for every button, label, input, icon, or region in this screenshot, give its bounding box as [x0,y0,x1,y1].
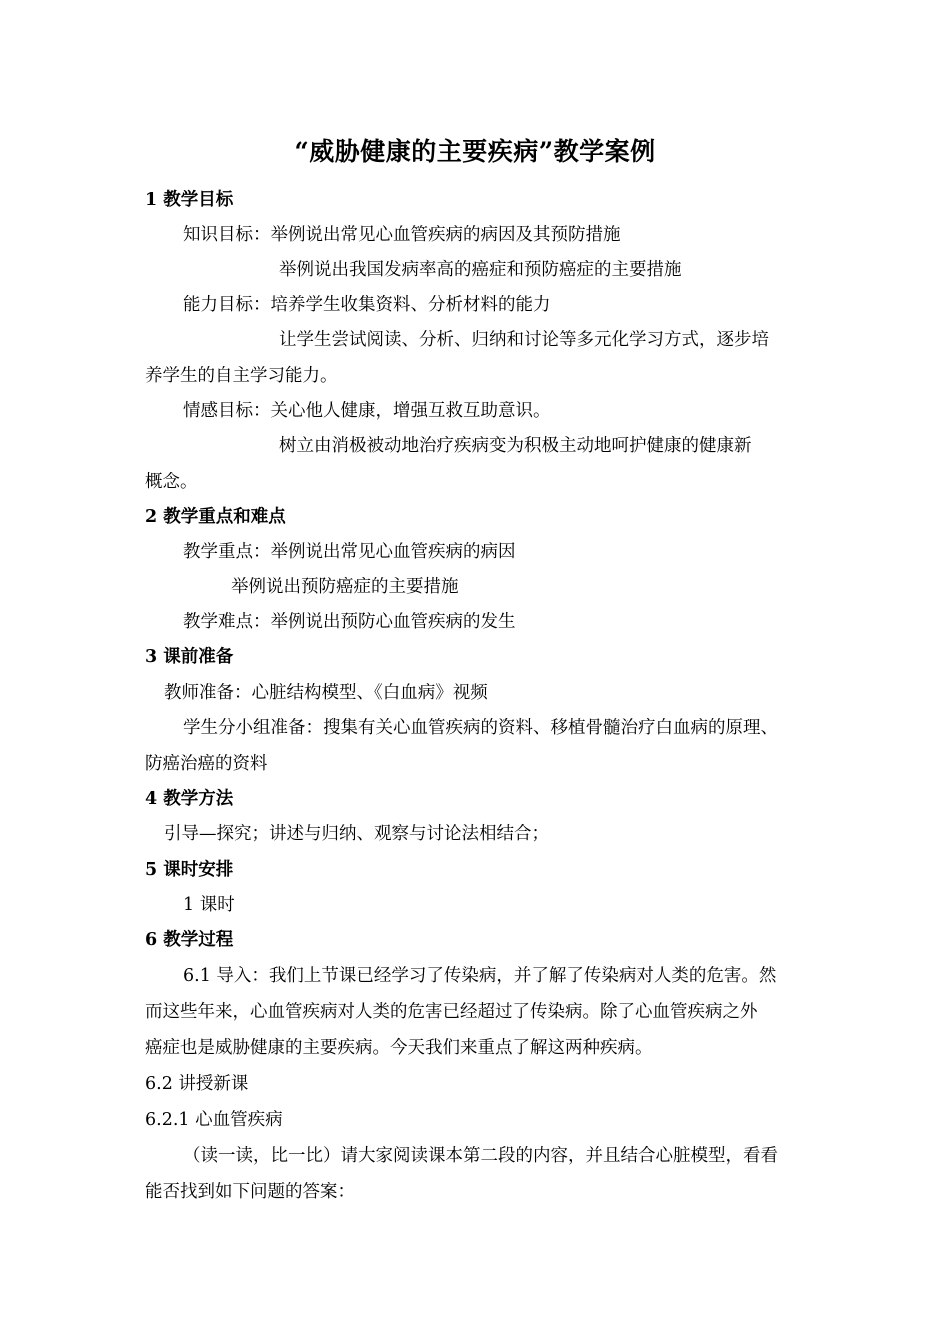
emotion-goal-2b: 概念。 [145,472,198,492]
section-heading-key-points: 2 教学重点和难点 [145,507,286,527]
document-title: “威胁健康的主要疾病”教学案例 [294,137,656,166]
ability-goal-1: 能力目标：培养学生收集资料、分析材料的能力 [183,295,551,315]
ability-goal-2a: 让学生尝试阅读、分析、归纳和讨论等多元化学习方式，逐步培 [279,330,769,350]
section-heading-objectives: 1 教学目标 [145,190,234,210]
section-heading-method: 4 教学方法 [145,789,234,809]
ability-goal-2b: 养学生的自主学习能力。 [145,366,338,386]
reading-task-b: 能否找到如下问题的答案： [145,1182,355,1202]
teacher-preparation: 教师准备：心脏结构模型、《白血病》视频 [164,683,488,703]
intro-a: 6.1 导入：我们上节课已经学习了传染病，并了解了传染病对人类的危害。然 [183,966,777,986]
teaching-method: 引导—探究；讲述与归纳、观察与讨论法相结合； [164,824,549,844]
difficulty-point: 教学难点：举例说出预防心血管疾病的发生 [183,612,516,632]
new-lesson-heading: 6.2 讲授新课 [145,1074,249,1094]
knowledge-goal-2: 举例说出我国发病率高的癌症和预防癌症的主要措施 [279,260,682,280]
section-heading-preparation: 3 课前准备 [145,647,234,667]
knowledge-goal-1: 知识目标：举例说出常见心血管疾病的病因及其预防措施 [183,225,621,245]
section-heading-process: 6 教学过程 [145,930,234,950]
key-point-2: 举例说出预防癌症的主要措施 [231,577,459,597]
emotion-goal-1: 情感目标：关心他人健康，增强互救互助意识。 [183,401,551,421]
key-point-1: 教学重点：举例说出常见心血管疾病的病因 [183,542,516,562]
intro-c: 癌症也是威胁健康的主要疾病。今天我们来重点了解这两种疾病。 [145,1038,653,1058]
emotion-goal-2a: 树立由消极被动地治疗疾病变为积极主动地呵护健康的健康新 [279,436,752,456]
reading-task-a: （读一读，比一比）请大家阅读课本第二段的内容，并且结合心脏模型，看看 [183,1146,778,1166]
class-hours: 1 课时 [183,895,235,915]
cardio-heading: 6.2.1 心血管疾病 [145,1110,283,1130]
section-heading-schedule: 5 课时安排 [145,860,234,880]
student-preparation-a: 学生分小组准备：搜集有关心血管疾病的资料、移植骨髓治疗白血病的原理、 [183,718,778,738]
student-preparation-b: 防癌治癌的资料 [145,754,268,774]
intro-b: 而这些年来，心血管疾病对人类的危害已经超过了传染病。除了心血管疾病之外 [145,1002,758,1022]
